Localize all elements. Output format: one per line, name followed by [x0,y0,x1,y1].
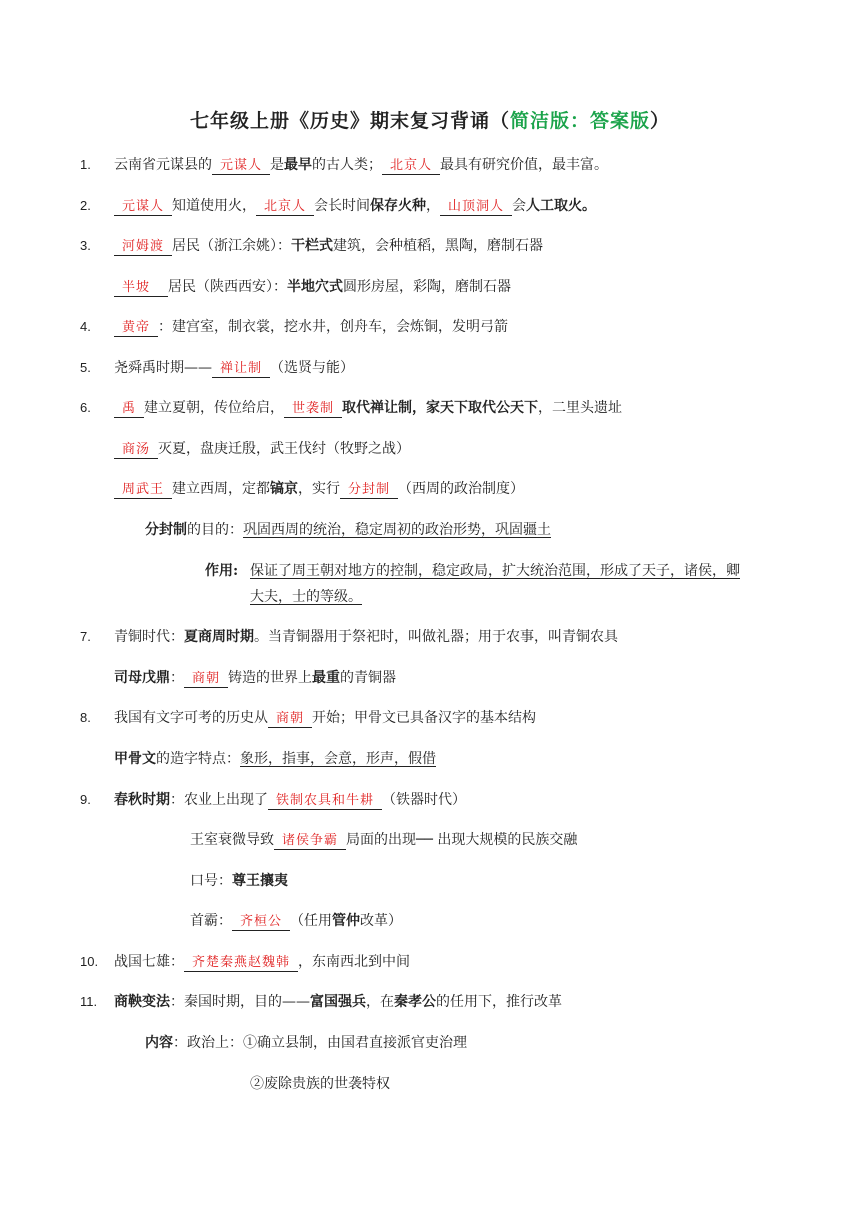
answer-blank: 河姆渡 [114,239,172,256]
effect-label: 作用: [205,563,239,579]
answer-blank: 齐桓公 [232,914,290,931]
answer-blank: 元谋人 [114,199,172,216]
item-text: ②废除贵族的世袭特权 [250,1076,390,1092]
item-number: 9. [80,792,91,807]
item-text: 分封制的目的：巩固西周的统治，稳定周初的政治形势，巩固疆土 [145,522,551,538]
item-text: 元谋人 知道使用火， 北京人 会长时间保存火种， 山顶洞人 会人工取火。 [114,196,596,217]
answer-blank: 商朝 [268,711,312,728]
item-number: 1. [80,157,91,172]
item-text: 尧舜禹时期—— 禅让制 （选贤与能） [114,360,355,376]
answer-blank: 齐楚秦燕赵魏韩 [184,955,298,972]
item-text: 黄帝 ：建宫室，制衣裳，挖水井，创舟车，会炼铜，发明弓箭 [114,317,508,338]
item-number: 7. [80,629,91,644]
answer-blank: 黄帝 [114,320,158,337]
item-text: 王室衰微导致 诸侯争霸 局面的出现── 出现大规模的民族交融 [190,832,578,848]
item-text: 战国七雄： 齐楚秦燕赵魏韩 ，东南西北到中间 [114,954,411,970]
item-number: 6. [80,400,91,415]
item-text: 我国有文字可考的历史从 商朝 开始；甲骨文已具备汉字的基本结构 [114,710,537,726]
title-subtitle: 简洁版：答案版 [510,110,651,132]
item-text: 商鞅变法：秦国时期，目的——富国强兵，在秦孝公的任用下，推行改革 [114,994,562,1010]
answer-blank: 北京人 [256,199,314,216]
answer-blank: 铁制农具和牛耕 [268,793,382,810]
item-text: 口号：尊王攘夷 [190,873,288,889]
item-text: 商汤 灭夏，盘庚迁殷，武王伐纣（牧野之战） [114,439,410,460]
effect-text-line-2: 大夫，士的等级。 [250,589,362,605]
answer-blank: 半坡 [114,280,168,297]
item-text: 青铜时代：夏商周时期。当青铜器用于祭祀时，叫做礼器；用于农事，叫青铜农具 [114,629,618,645]
answer-blank: 山顶洞人 [440,199,512,216]
page-title [0,106,860,133]
item-number: 3. [80,238,91,253]
item-number: 11. [80,994,98,1009]
item-number: 10. [80,954,99,969]
item-text: 首霸： 齐桓公 （任用管仲改革） [190,913,403,929]
answer-blank: 禹 [114,401,144,418]
answer-blank: 世袭制 [284,401,342,418]
item-text: 司母戊鼎： 商朝 铸造的世界上最重的青铜器 [114,670,397,686]
title-paren-open: （ [489,110,510,132]
answer-blank: 禅让制 [212,361,270,378]
answer-blank: 北京人 [382,158,440,175]
item-number: 5. [80,360,91,375]
item-text: 禹 建立夏朝，传位给启， 世袭制 取代禅让制，家天下取代公天下，二里头遗址 [114,398,622,419]
item-number: 4. [80,319,91,334]
effect-text-line-1: 保证了周王朝对地方的控制，稳定政局，扩大统治范围，形成了天子，诸侯，卿 [250,563,740,579]
item-text: 内容：政治上：①确立县制，由国君直接派官吏治理 [145,1035,467,1051]
title-paren-close: ） [650,110,671,132]
item-text: 云南省元谋县的 元谋人 是最早的古人类； 北京人 最具有研究价值，最丰富。 [114,157,609,173]
item-text: 春秋时期：农业上出现了 铁制农具和牛耕 （铁器时代） [114,792,467,808]
answer-blank: 周武王 [114,482,172,499]
answer-blank: 商汤 [114,442,158,459]
item-text: 半坡 居民（陕西西安）：半地穴式圆形房屋，彩陶，磨制石器 [114,277,511,298]
answer-blank: 元谋人 [212,158,270,175]
item-text: 周武王 建立西周，定都镐京，实行 分封制 （西周的政治制度） [114,479,524,500]
item-text: 甲骨文的造字特点：象形，指事，会意，形声，假借 [114,751,436,767]
item-number: 8. [80,710,91,725]
item-number: 2. [80,198,91,213]
answer-blank: 商朝 [184,671,228,688]
answer-blank: 分封制 [340,482,398,499]
item-text: 河姆渡 居民（浙江余姚）：干栏式建筑，会种植稻，黑陶，磨制石器 [114,236,543,257]
title-main: 七年级上册《历史》期末复习背诵 [189,110,490,132]
answer-blank: 诸侯争霸 [274,833,346,850]
